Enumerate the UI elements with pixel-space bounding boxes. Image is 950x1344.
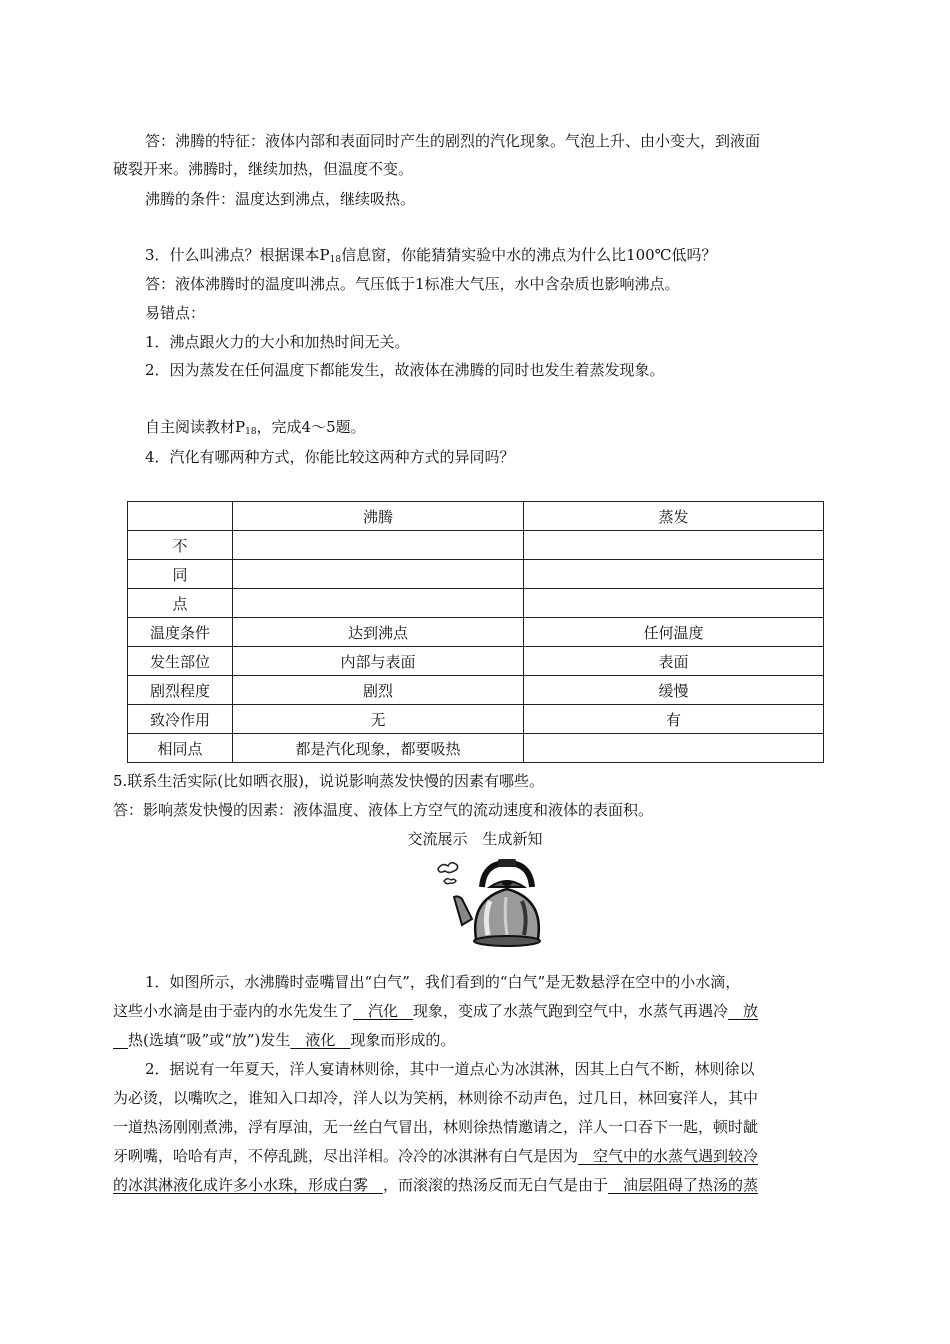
ex1-line-2 (113, 1001, 758, 1021)
ex2-line-5 (113, 1175, 758, 1195)
q3-answer: 答：液体沸腾时的温度叫沸点。气压低于1标准大气压，水中含杂质也影响沸点。 (145, 275, 680, 293)
kettle-icon (432, 857, 552, 949)
comparison-table (127, 501, 824, 763)
table-cell: 缓慢 (524, 676, 824, 705)
table-cell: 无 (233, 705, 524, 734)
table-cell: 发生部位 (128, 647, 233, 676)
table-header-cell (128, 502, 233, 531)
table-cell (233, 531, 524, 560)
reading-page-number: 18 (245, 427, 257, 437)
table-cell: 剧烈程度 (128, 676, 233, 705)
ex1-text: 热(选填“吸”或“放”)发生 (128, 1031, 291, 1049)
boiling-answer-line-2: 破裂开来。沸腾时，继续加热，但温度不变。 (113, 160, 414, 178)
ex2-line-4 (113, 1146, 758, 1166)
table-header-cell: 沸腾 (233, 502, 524, 531)
table-cell: 点 (128, 589, 233, 618)
pitfalls-title: 易错点： (145, 304, 206, 322)
ex2-answer-ice-cream: 空气中的水蒸气遇到较冷 (578, 1147, 759, 1165)
table-cell (233, 560, 524, 589)
table-cell (524, 589, 824, 618)
ex2-answer-hot-soup: 油层阻碍了热汤的蒸 (608, 1176, 759, 1194)
ex1-blank-release-cont (113, 1031, 128, 1049)
ex2-answer-ice-cream-cont: 的冰淇淋液化成许多小水珠，形成白雾 (113, 1176, 384, 1194)
section-title: 交流展示 生成新知 (407, 830, 543, 848)
table-cell (524, 531, 824, 560)
ex1-blank-release: 放 (728, 1002, 759, 1020)
table-cell (233, 589, 524, 618)
table-cell: 表面 (524, 647, 824, 676)
pitfall-1: 1．沸点跟火力的大小和加热时间无关。 (145, 333, 410, 351)
table-cell: 都是汽化现象，都要吸热 (233, 734, 524, 763)
ex1-blank-liquefy: 液化 (290, 1031, 351, 1049)
ex2-text: ，而滚滚的热汤反而无白气是由于 (383, 1176, 609, 1194)
table-cell: 内部与表面 (233, 647, 524, 676)
table-cell: 同 (128, 560, 233, 589)
table-row (128, 531, 824, 560)
table-row (128, 647, 824, 676)
reading-instruction (145, 417, 366, 442)
q3-question-post: 信息窗，你能猜猜实验中水的沸点为什么比100℃低吗？ (341, 246, 717, 264)
table-header-row (128, 502, 824, 531)
table-row (128, 676, 824, 705)
table-cell: 致冷作用 (128, 705, 233, 734)
q3-page-number: 18 (329, 255, 342, 265)
table-cell (524, 734, 824, 763)
ex2-text: 牙咧嘴，哈哈有声，不停乱跳，尽出洋相。冷冷的冰淇淋有白气是因为 (113, 1147, 579, 1165)
ex1-text: 现象，变成了水蒸气跑到空气中，水蒸气再遇冷 (413, 1002, 729, 1020)
table-header-cell: 蒸发 (524, 502, 824, 531)
q5-question: 5.联系生活实际(比如晒衣服)，说说影响蒸发快慢的因素有哪些。 (113, 772, 545, 790)
ex2-line-1: 2．据说有一年夏天，洋人宴请林则徐，其中一道点心为冰淇淋，因其上白气不断，林则徐以 (145, 1060, 755, 1078)
q3-question (145, 245, 717, 270)
table-row (128, 560, 824, 589)
reading-pre: 自主阅读教材P (145, 418, 246, 436)
table-cell: 相同点 (128, 734, 233, 763)
table-cell: 达到沸点 (233, 618, 524, 647)
ex2-line-3: 一道热汤刚刚煮沸，浮有厚油，无一丝白气冒出，林则徐热情邀请之，洋人一口吞下一匙，顿时龇 (113, 1118, 759, 1136)
table-cell: 有 (524, 705, 824, 734)
boiling-answer-line-1: 答：沸腾的特征：液体内部和表面同时产生的剧烈的汽化现象。气泡上升、由小变大，到液面 (145, 132, 761, 150)
table-row (128, 589, 824, 618)
table-row (128, 734, 824, 763)
ex1-blank-vaporize: 汽化 (353, 1002, 414, 1020)
q5-answer: 答：影响蒸发快慢的因素：液体温度、液体上方空气的流动速度和液体的表面积。 (113, 801, 654, 819)
q4-question: 4．汽化有哪两种方式，你能比较这两种方式的异同吗？ (145, 448, 515, 466)
ex1-text: 这些小水滴是由于壶内的水先发生了 (113, 1002, 354, 1020)
ex2-line-2: 为必烫，以嘴吹之，谁知入口却冷，洋人以为笑柄，林则徐不动声色，过几日，林回宴洋人，其中 (113, 1089, 759, 1107)
table-cell: 温度条件 (128, 618, 233, 647)
table-cell: 剧烈 (233, 676, 524, 705)
ex1-line-1: 1．如图所示，水沸腾时壶嘴冒出“白气”，我们看到的“白气”是无数悬浮在空中的小水滴， (145, 973, 741, 991)
reading-post: ，完成4～5题。 (256, 418, 366, 436)
ex1-line-3 (113, 1030, 455, 1050)
boiling-condition: 沸腾的条件：温度达到沸点，继续吸热。 (145, 190, 416, 208)
ex1-text: 现象而形成的。 (350, 1031, 456, 1049)
q3-question-pre: 3．什么叫沸点？根据课本P (145, 246, 330, 264)
table-cell: 任何温度 (524, 618, 824, 647)
table-cell (524, 560, 824, 589)
table-row (128, 705, 824, 734)
table-cell: 不 (128, 531, 233, 560)
table-row (128, 618, 824, 647)
pitfall-2: 2．因为蒸发在任何温度下都能发生，故液体在沸腾的同时也发生着蒸发现象。 (145, 361, 665, 379)
